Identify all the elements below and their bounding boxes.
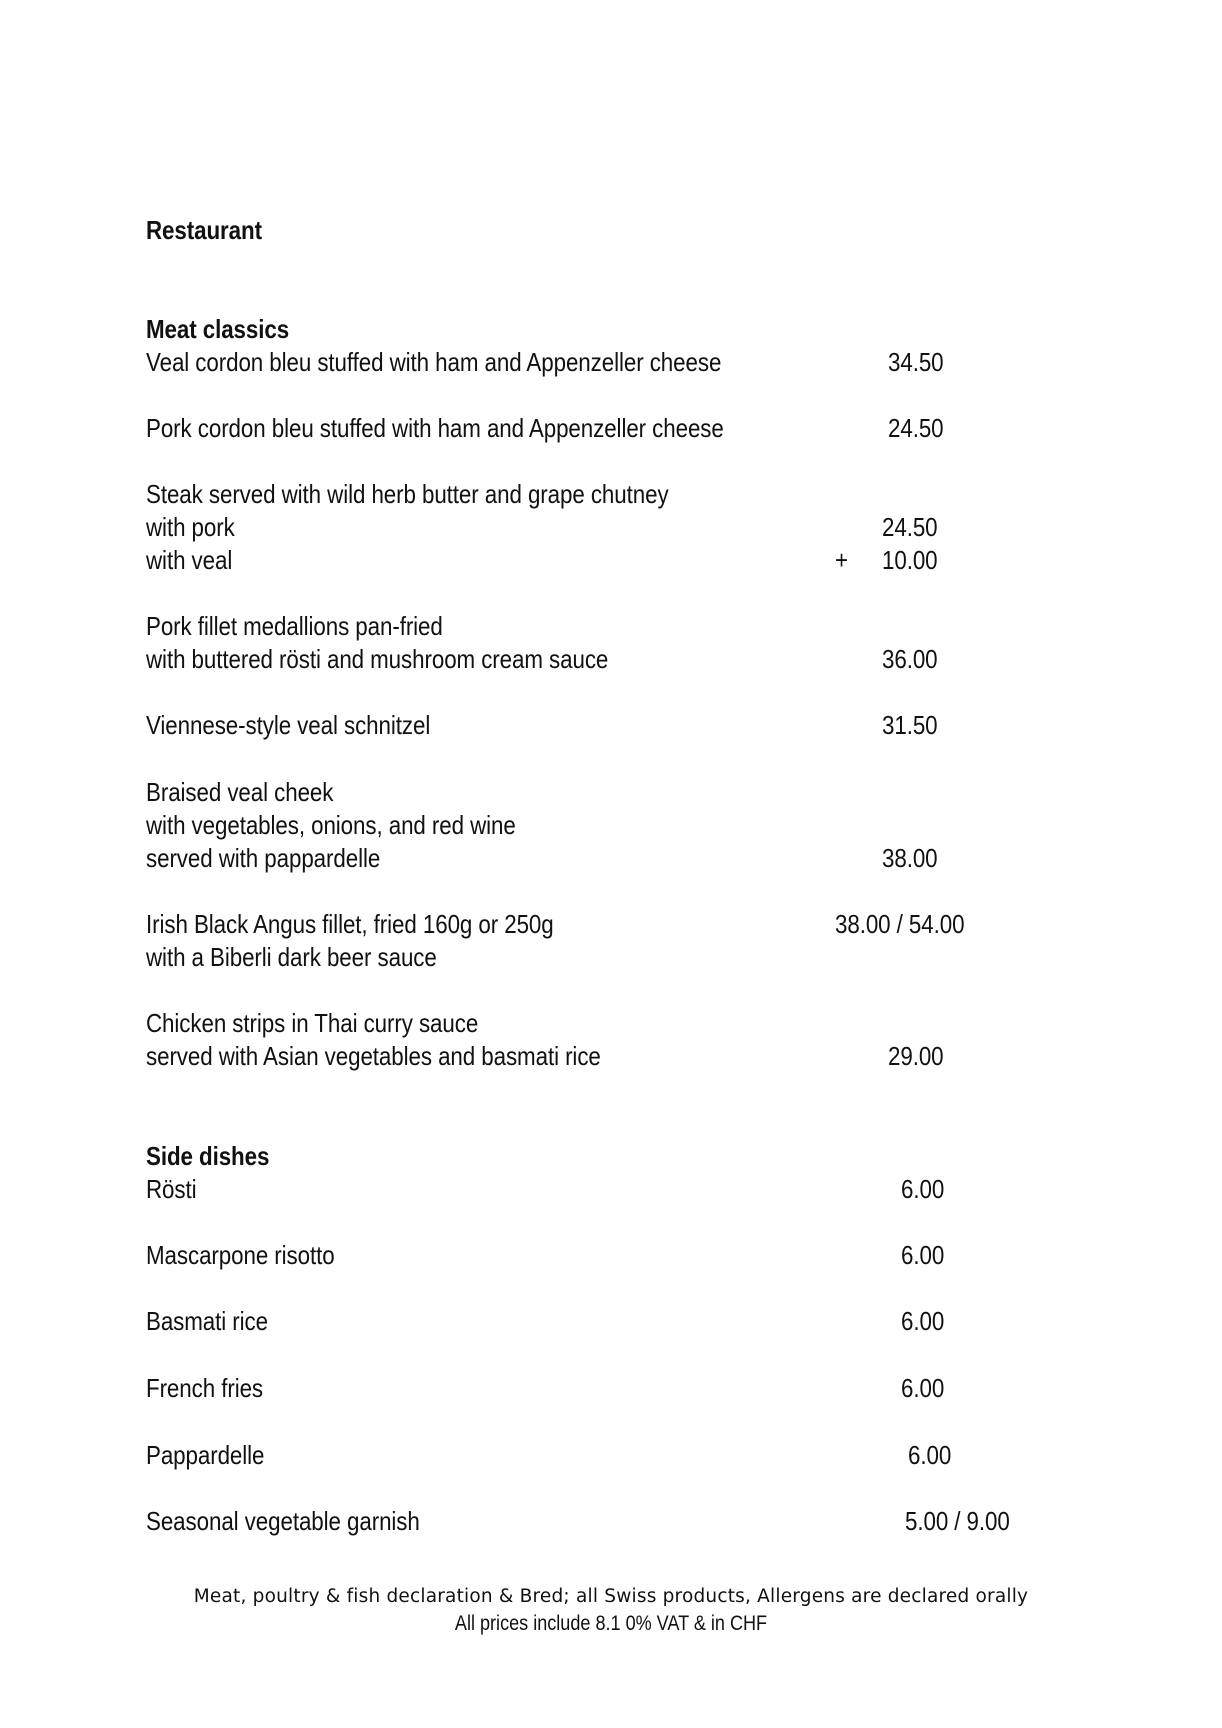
- menu-item-name: Veal cordon bleu stuffed with ham and Appenzeller cheese: [146, 347, 722, 377]
- side-dish-price: 6.00: [901, 1240, 945, 1270]
- menu-item-option-pork: with pork: [146, 512, 235, 542]
- menu-item-description: with buttered rösti and mushroom cream sauce: [146, 644, 609, 674]
- menu-item-name: Braised veal cheek: [146, 777, 334, 807]
- page-title: Restaurant: [146, 215, 262, 245]
- side-dish-name: Rösti: [146, 1174, 197, 1204]
- side-dish-price: 6.00: [908, 1440, 952, 1470]
- section-heading-side-dishes: Side dishes: [146, 1141, 270, 1171]
- menu-item-name: Chicken strips in Thai curry sauce: [146, 1008, 479, 1038]
- menu-item-price: 36.00: [882, 644, 938, 674]
- side-dish-price: 6.00: [901, 1373, 945, 1403]
- menu-item-surcharge-sign: +: [835, 545, 848, 575]
- menu-item-price: 24.50: [882, 512, 938, 542]
- menu-item-description: with a Biberli dark beer sauce: [146, 942, 437, 972]
- menu-item-surcharge-price: 10.00: [882, 545, 938, 575]
- menu-item-price: 24.50: [888, 413, 944, 443]
- side-dish-name: Pappardelle: [146, 1440, 265, 1470]
- menu-item-name: Irish Black Angus fillet, fried 160g or 250g: [146, 909, 554, 939]
- section-heading-meat-classics: Meat classics: [146, 314, 290, 344]
- menu-item-name: Viennese-style veal schnitzel: [146, 710, 431, 740]
- menu-item-price: 31.50: [882, 710, 938, 740]
- side-dish-name: Basmati rice: [146, 1306, 268, 1336]
- menu-item-name: Steak served with wild herb butter and grape chutney: [146, 479, 669, 509]
- menu-item-description: served with Asian vegetables and basmati rice: [146, 1041, 601, 1071]
- menu-item-name: Pork cordon bleu stuffed with ham and Appenzeller cheese: [146, 413, 724, 443]
- menu-item-price: 29.00: [888, 1041, 944, 1071]
- side-dish-name: French fries: [146, 1373, 264, 1403]
- footer-declaration: Meat, poultry & fish declaration & Bred; all Swiss products, Allergens are declared orally: [193, 1586, 1029, 1607]
- side-dish-price: 6.00: [901, 1174, 945, 1204]
- side-dish-name: Mascarpone risotto: [146, 1240, 335, 1270]
- menu-item-name: Pork fillet medallions pan-fried: [146, 611, 443, 641]
- menu-item-description: served with pappardelle: [146, 843, 381, 873]
- side-dish-price: 6.00: [901, 1306, 945, 1336]
- menu-item-price: 38.00 / 54.00: [835, 909, 965, 939]
- side-dish-name: Seasonal vegetable garnish: [146, 1506, 420, 1536]
- menu-item-price: 38.00: [882, 843, 938, 873]
- side-dish-price: 5.00 / 9.00: [905, 1506, 1010, 1536]
- footer-vat-note: All prices include 8.1 0% VAT & in CHF: [454, 1612, 768, 1635]
- menu-item-option-veal: with veal: [146, 545, 233, 575]
- menu-item-price: 34.50: [888, 347, 944, 377]
- menu-item-description: with vegetables, onions, and red wine: [146, 810, 516, 840]
